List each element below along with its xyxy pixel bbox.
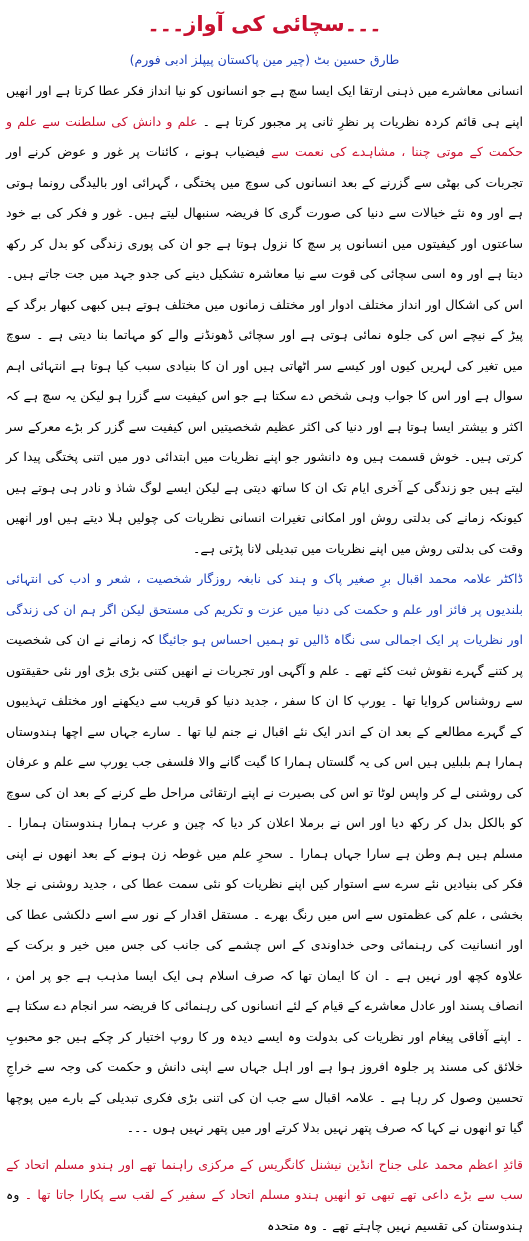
- paragraph-jinnah-highlight-2: تبھی تو انھیں ہندو مسلم اتحاد کے سفیر کے لقب سے پکارا جاتا تھا ۔: [25, 1187, 395, 1202]
- paragraph-jinnah: [6, 1150, 523, 1241]
- paragraph-intro: [6, 76, 523, 564]
- article-byline: طارق حسین بٹ (چیر مین پاکستان پیپلز ادبی فورم): [6, 48, 523, 72]
- paragraph-jinnah-highlight: قائدِ اعظم محمد علی جناح انڈین نیشنل کانگریس کے مرکزی راہنما تھے اور ہندو مسلم اتحاد کے سب سے بڑے داعی تھے: [6, 1157, 523, 1203]
- paragraph-intro-lead: انسانی معاشرے میں ذہنی ارتقا ایک ایسا سچ ہے جو انسانوں کو نیا انداز فکر عطا کرتا ہے اور انھیں اپنے ہی قائم کردہ نظریات پر نظرِ ثانی پر مجبور کرتا ہے ۔: [6, 83, 523, 129]
- paragraph-jinnah-rest: وہ ہندوستان کی تقسیم نہیں چاہتے تھے ۔ وہ متحدہ: [6, 1187, 523, 1233]
- paragraph-intro-body: فیضیاب ہونے ، کائنات پر غور و عوض کرنے اور تجربات کی بھٹی سے گزرنے کے بعد انسانوں کی سوچ میں پختگی ، گہرائی اور بالیدگی رونما ہوتی ہے اور وہ نئے خیالات سے دنیا کی صورت گری کا فریضہ سنبھال لیتے ہیں۔ غور و فکر کی بے خود ساعتوں اور کیفیتوں میں انسانوں پر سچ کا نزول ہوتا ہے جو ان کی پوری زندگی کو بدل کر رکھ دیتا ہے اور وہ اسی سچائی کی قوت سے نیا معاشرہ تشکیل دینے کی جدو جہد میں جت جاتے ہیں۔ اس کی اشکال اور انداز مختلف ادوار اور مختلف زمانوں میں مختلف ہوتے ہیں کبھی کبھار برگد کے پیڑ کے نیچے اس کی جلوہ نمائی ہوتی ہے اور سچائی ڈھونڈنے والے کو مہاتما بنا دیتی ہے ۔ سوچ میں تغیر کی لہریں کیوں اور کیسے سر اٹھاتی ہیں اور ان کا بنیادی سبب کیا ہوتا ہے انتہائی اہم سوال ہے اور اس کا جواب وہی شخص دے سکتا ہے جو اس کیفیت سے گزرا ہو لیکن یہ سچ ہے کہ اکثر و بیشتر ایسا ہوتا ہے اور دنیا کی اکثر عظیم شخصیتیں اس کیفیت سے گزر کر بڑے معرکے سر کرتی ہیں۔ خوش قسمت ہیں وہ دانشور جو اپنے نظریات میں ابتدائی دور میں اتنی پختگی پیدا کر لیتے ہیں جو زندگی کے آخری ایام تک ان کا ساتھ دیتی ہے لیکن ایسے لوگ شاذ و نادر ہی ہوتے ہیں کیونکہ زمانے کی بدلتی روش اور امکانی تغیرات انسانی نظریات کی چولیں ہلا دیتے ہیں اور انھیں وقت کی بدلتی روش میں اپنے نظریات میں تبدیلی لانا پڑتی ہے۔: [6, 144, 523, 556]
- paragraph-intro-highlight: علم و دانش کی سلطنت سے علم و حکمت کے موتی چننا ، مشاہدے کی نعمت سے: [6, 114, 523, 160]
- article-title: ۔۔۔سچائی کی آواز۔۔۔: [6, 4, 523, 48]
- paragraph-iqbal-highlight: ڈاکٹر علامہ محمد اقبال برِ صغیر پاک و ہند کی نابغہ روزگار شخصیت ، شعر و ادب کی انتہائی بلندیوں پر فائز اور علم و حکمت کی دنیا میں عزت و تکریم کی مستحق لیکن اگر ہم ان کی زندگی اور نظریات پر ایک اجمالی سی نگاہ ڈالیں تو ہمیں احساس ہو جائیگا: [6, 571, 523, 647]
- paragraph-iqbal-body: کہ زمانے نے ان کی شخصیت پر کتنے گہرے نقوش ثبت کئے تھے ۔ علم و آگہی اور تجربات نے انھیں کتنی بڑی بڑی اور نئی حقیقتوں سے روشناس کروایا تھا ۔ یورپ کا ان کا سفر ، جدید دنیا کو قریب سے دیکھنے اور مختلف تہذیبوں کے گہرے مطالعے کے بعد ان کے اندر ایک نئے اقبال نے جنم لیا تھا ۔ سارے جہاں سے اچھا ہندوستاں ہمارا ہم بلبلیں ہیں اس کی یہ گلستاں ہمارا کا گیت گانے والا فلسفی جب یورپ سے علم و عرفان کی روشنی لے کر واپس لوٹا تو اس کی بصیرت نے اپنے ارتقائی مراحل طے کرنے کے بعد ان کی سوچ کو بالکل بدل کر رکھ دیا اور اس نے برملا اعلان کر دیا کہ چین و عرب ہمارا ہندوستان ہمارا ۔ مسلم ہیں ہم وطن ہے سارا جہاں ہمارا ۔ سحرِ علم میں غوطہ زن ہونے کے بعد انھوں نے اپنی فکر کی بنیادیں نئے سرے سے استوار کیں اپنے نظریات کو نئی سمت عطا کی ، جدید روشنی نے جلا بخشی ، علم کی عظمتوں سے اس میں رنگ بھرے ۔ مستقل اقدار کے نور سے اسے دلکشی عطا کی اور انسانیت کی رہنمائی وحی خداوندی کے اس چشمے کی جانب کی جس میں خیر و برکت کے علاوہ کچھ اور نہیں ہے ۔ ان کا ایمان تھا کہ صرف اسلام ہی ایک ایسا مذہب ہے جو پر امن ، انصاف پسند اور عادل معاشرے کے قیام کے لئے انسانوں کی رہنمائی کا فریضہ سر انجام دے سکتا ہے ۔ اپنے آفاقی پیغام اور نظریات کی بدولت وہ ایسے دیدہ ور کا روپ اختیار کر چکے ہیں جو محبوبِ خلائق کی مسند پر جلوہ افروز ہوا ہے اور اہل جہاں سے اپنی دانش و حکمت کی وجہ سے خراجِ تحسین وصول کر رہا ہے ۔ علامہ اقبال سے جب ان کی اتنی بڑی فکری تبدیلی کے بارے میں پوچھا گیا تو انھوں نے کہا کہ صرف پتھر نہیں بدلا کرتے اور میں پتھر نہیں ہوں ۔۔۔: [6, 632, 523, 1135]
- paragraph-iqbal: [6, 564, 523, 1144]
